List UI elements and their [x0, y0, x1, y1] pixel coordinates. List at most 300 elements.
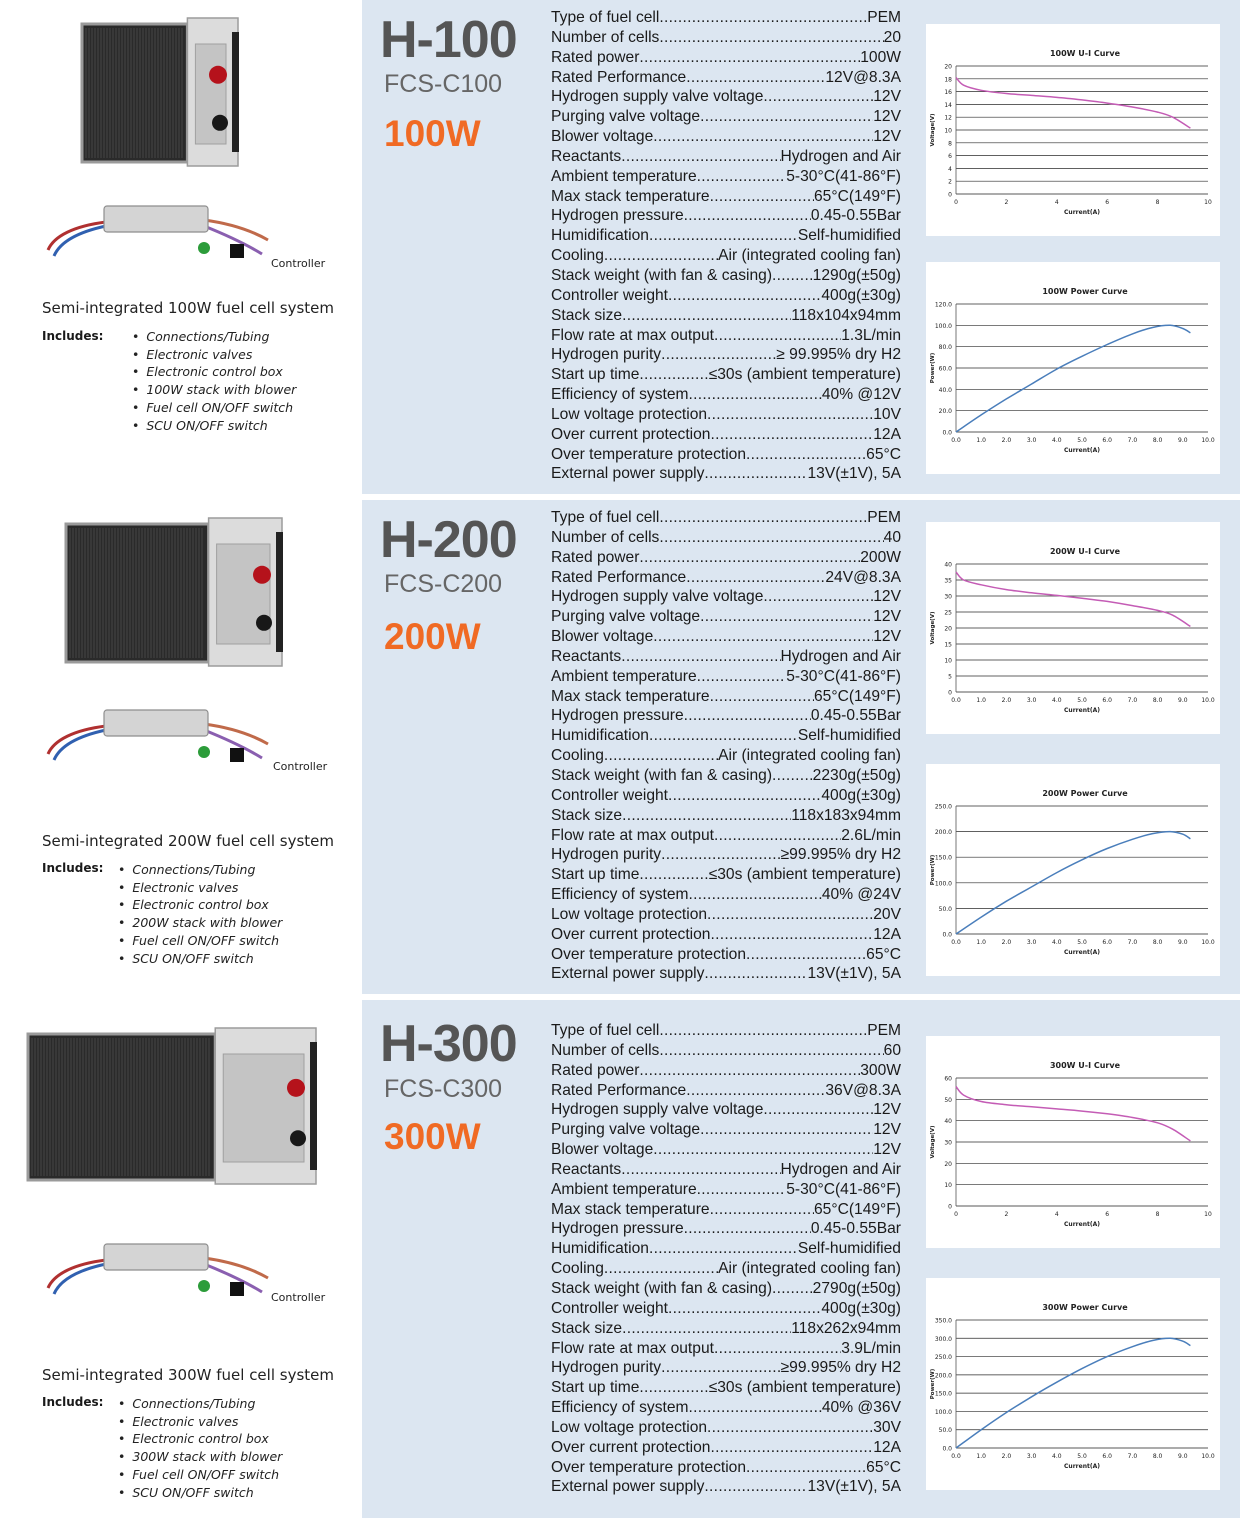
spec-value: 200W	[860, 548, 901, 566]
controller-image	[44, 1234, 270, 1304]
includes-item: • SCU ON/OFF switch	[118, 1484, 282, 1502]
spec-value: 13V(±1V), 5A	[807, 465, 901, 483]
spec-leader-dots	[714, 326, 841, 346]
spec-leader-dots	[621, 647, 780, 667]
negative-terminal-icon	[212, 115, 228, 131]
y-tick-label: 150.0	[934, 854, 952, 862]
controller-switch-icon	[198, 242, 210, 254]
y-tick-label: 30	[944, 1139, 952, 1147]
spec-row	[551, 1279, 901, 1299]
spec-label: Hydrogen purity	[551, 346, 662, 364]
spec-row	[551, 905, 901, 925]
positive-terminal-icon	[253, 566, 271, 584]
rated-watt: 200W	[384, 616, 481, 657]
spec-row	[551, 1358, 901, 1378]
system-title: Semi-integrated 100W fuel cell system	[42, 299, 334, 317]
spec-leader-dots	[622, 306, 791, 326]
spec-value: 65°C(149°F)	[813, 687, 901, 705]
spec-leader-dots	[622, 1319, 791, 1339]
controller-connector-icon	[230, 748, 244, 762]
y-tick-label: 20.0	[938, 408, 952, 416]
spec-label: Number of cells	[551, 1041, 660, 1059]
spec-leader-dots	[714, 1339, 841, 1359]
spec-label: Purging valve voltage	[551, 1121, 701, 1139]
spec-leader-dots	[704, 964, 807, 984]
chart-svg	[926, 1278, 1220, 1490]
spec-leader-dots	[604, 246, 718, 266]
includes-item: • Electronic control box	[118, 896, 282, 914]
spec-row	[551, 1140, 901, 1160]
spec-row	[551, 587, 901, 607]
includes-item: • SCU ON/OFF switch	[118, 950, 282, 968]
y-tick-label: 35	[944, 577, 952, 585]
x-tick-label: 8.0	[1152, 697, 1163, 704]
spec-leader-dots	[659, 28, 883, 48]
y-tick-label: 0	[948, 689, 952, 697]
spec-leader-dots	[653, 1140, 873, 1160]
product-section-h200	[0, 500, 1240, 994]
spec-label: Rated Performance	[551, 1081, 687, 1099]
spec-leader-dots	[684, 1219, 811, 1239]
spec-row	[551, 865, 901, 885]
spec-row	[551, 1180, 901, 1200]
x-tick-label: 6.0	[1102, 437, 1112, 444]
y-tick-label: 100.0	[934, 1408, 952, 1416]
spec-value: 1290g(±50g)	[812, 266, 901, 284]
spec-label: Blower voltage	[551, 628, 654, 646]
spec-value: ≤30s (ambient temperature)	[708, 1379, 901, 1397]
includes-item: • Electronic valves	[132, 346, 296, 364]
chart-svg	[926, 262, 1220, 474]
x-tick-label: 2.0	[1001, 437, 1012, 444]
spec-row	[551, 508, 901, 528]
spec-label: Hydrogen purity	[551, 846, 662, 864]
spec-value: Hydrogen and Air	[780, 147, 901, 165]
spec-value: 13V(±1V), 5A	[807, 1478, 901, 1496]
x-tick-label: 10	[1204, 1211, 1212, 1218]
chart-svg	[926, 764, 1220, 976]
spec-row	[551, 405, 901, 425]
spec-label: Efficiency of system	[551, 386, 689, 404]
y-tick-label: 50	[944, 1096, 952, 1104]
spec-list	[551, 508, 901, 984]
spec-value: PEM	[867, 9, 901, 26]
spec-row	[551, 845, 901, 865]
spec-row	[551, 1398, 901, 1418]
spec-leader-dots	[639, 365, 708, 385]
chart-svg	[926, 522, 1220, 734]
model-code: FCS-C100	[384, 70, 503, 98]
spec-value: 5-30°C(41-86°F)	[786, 167, 901, 185]
spec-label: Max stack temperature	[551, 687, 710, 705]
spec-value: 12V	[873, 108, 901, 126]
x-tick-label: 2	[1004, 199, 1009, 206]
spec-label: Controller weight	[551, 286, 669, 304]
system-title: Semi-integrated 200W fuel cell system	[42, 832, 334, 850]
x-tick-label: 4	[1054, 199, 1059, 206]
spec-label: Hydrogen supply valve voltage	[551, 88, 764, 106]
spec-row	[551, 1339, 901, 1359]
y-tick-label: 350.0	[934, 1317, 952, 1325]
spec-leader-dots	[661, 345, 776, 365]
x-tick-label: 5.0	[1077, 939, 1087, 946]
spec-value: Self-humidified	[797, 227, 901, 245]
spec-row	[551, 548, 901, 568]
spec-leader-dots	[697, 667, 787, 687]
spec-leader-dots	[684, 706, 811, 726]
spec-value: 12V	[873, 588, 901, 606]
spec-value: 65°C(149°F)	[813, 187, 901, 205]
x-axis-label: Current(A)	[1064, 447, 1100, 454]
x-tick-label: 2.0	[1001, 697, 1012, 704]
spec-row	[551, 766, 901, 786]
spec-label: Over current protection	[551, 925, 711, 943]
spec-label: Start up time	[551, 866, 640, 884]
spec-value: 65°C	[866, 445, 901, 463]
spec-row	[551, 1041, 901, 1061]
spec-label: Efficiency of system	[551, 886, 689, 904]
spec-row	[551, 87, 901, 107]
includes-label: Includes:	[42, 861, 104, 875]
spec-leader-dots	[700, 1120, 873, 1140]
fuel-cell-stack-image	[62, 514, 292, 674]
spec-value: Self-humidified	[797, 1240, 901, 1258]
series-line	[956, 78, 1190, 129]
x-tick-label: 0.0	[951, 1453, 961, 1460]
spec-row	[551, 925, 901, 945]
spec-leader-dots	[639, 1061, 860, 1081]
spec-row	[551, 306, 901, 326]
spec-leader-dots	[772, 766, 813, 786]
controller-box	[104, 710, 208, 736]
spec-row	[551, 266, 901, 286]
y-tick-label: 0.0	[942, 429, 952, 437]
spec-row	[551, 945, 901, 965]
spec-leader-dots	[621, 147, 780, 167]
spec-value: 0.45-0.55Bar	[810, 1220, 901, 1238]
spec-value: 65°C(149°F)	[813, 1200, 901, 1218]
spec-leader-dots	[710, 687, 814, 707]
fuel-cell-stack-image	[78, 14, 248, 174]
spec-value: 40% @36V	[821, 1399, 901, 1417]
y-tick-label: 40	[944, 561, 952, 569]
spec-value: 12V	[873, 88, 901, 106]
x-tick-label: 3.0	[1026, 939, 1037, 946]
spec-leader-dots	[710, 1200, 814, 1220]
spec-leader-dots	[746, 945, 866, 965]
x-tick-label: 4.0	[1052, 1453, 1062, 1460]
spec-row	[551, 1418, 901, 1438]
includes-list	[118, 1395, 282, 1501]
x-axis-label: Current(A)	[1064, 1221, 1100, 1228]
x-tick-label: 5.0	[1077, 1453, 1087, 1460]
series-line	[956, 325, 1190, 432]
controller-wire	[54, 226, 106, 256]
spec-row	[551, 607, 901, 627]
spec-leader-dots	[659, 528, 883, 548]
y-tick-label: 20	[944, 625, 952, 633]
x-tick-label: 10.0	[1201, 1453, 1215, 1460]
spec-leader-dots	[700, 607, 873, 627]
power-curve-chart	[926, 1278, 1220, 1490]
y-tick-label: 6	[948, 153, 952, 161]
spec-value: 65°C	[866, 945, 901, 963]
spec-leader-dots	[710, 925, 873, 945]
y-tick-label: 100.0	[934, 322, 952, 330]
spec-row	[551, 826, 901, 846]
model-name: H-100	[380, 11, 517, 69]
x-tick-label: 2	[1004, 1211, 1009, 1218]
ui-curve-chart	[926, 24, 1220, 236]
spec-label: Stack size	[551, 1319, 623, 1337]
y-tick-label: 60	[944, 1075, 952, 1083]
spec-label: Reactants	[551, 647, 622, 665]
x-tick-label: 6	[1105, 1211, 1110, 1218]
y-tick-label: 50.0	[938, 1427, 952, 1435]
spec-label: Hydrogen pressure	[551, 207, 684, 225]
x-tick-label: 3.0	[1026, 437, 1037, 444]
includes-item: • Fuel cell ON/OFF switch	[118, 1466, 282, 1484]
spec-label: Flow rate at max output	[551, 826, 714, 844]
x-tick-label: 2.0	[1001, 1453, 1012, 1460]
includes-item: • Connections/Tubing	[118, 861, 282, 879]
x-tick-label: 9.0	[1178, 939, 1188, 946]
spec-value: 12V@8.3A	[825, 68, 901, 86]
x-axis-label: Current(A)	[1064, 1463, 1100, 1470]
model-name: H-300	[380, 1015, 517, 1073]
x-tick-label: 10.0	[1201, 939, 1215, 946]
spec-leader-dots	[604, 1259, 718, 1279]
spec-row	[551, 667, 901, 687]
spec-leader-dots	[689, 385, 822, 405]
spec-row	[551, 627, 901, 647]
spec-label: Hydrogen supply valve voltage	[551, 588, 764, 606]
spec-leader-dots	[772, 266, 813, 286]
spec-value: 30V	[873, 1418, 901, 1436]
spec-row	[551, 1378, 901, 1398]
spec-label: Rated Performance	[551, 68, 687, 86]
spec-row	[551, 706, 901, 726]
spec-row	[551, 1438, 901, 1458]
model-code: FCS-C300	[384, 1075, 503, 1103]
y-tick-label: 10	[944, 127, 952, 135]
spec-leader-dots	[707, 1418, 873, 1438]
spec-row	[551, 286, 901, 306]
spec-row	[551, 8, 901, 28]
x-axis-label: Current(A)	[1064, 209, 1100, 216]
spec-value: 12V	[873, 128, 901, 146]
y-tick-label: 8	[948, 140, 952, 148]
spec-leader-dots	[668, 1299, 821, 1319]
spec-row	[551, 1239, 901, 1259]
y-axis-label: Voltage(V)	[930, 1125, 936, 1159]
includes-item: • Electronic control box	[118, 1430, 282, 1448]
spec-leader-dots	[689, 1398, 822, 1418]
spec-row	[551, 1219, 901, 1239]
ui-curve-chart	[926, 1036, 1220, 1248]
fuel-cell-stack-image	[24, 1024, 326, 1192]
spec-leader-dots	[684, 206, 811, 226]
spec-value: 2.6L/min	[841, 826, 901, 844]
y-tick-label: 0	[948, 1203, 952, 1211]
y-tick-label: 60.0	[938, 365, 952, 373]
spec-leader-dots	[659, 1041, 883, 1061]
spec-leader-dots	[689, 885, 822, 905]
spec-leader-dots	[704, 464, 807, 484]
includes-list	[118, 861, 282, 967]
spec-label: Over temperature protection	[551, 1458, 747, 1476]
x-tick-label: 8.0	[1152, 437, 1163, 444]
y-tick-label: 15	[944, 641, 952, 649]
includes-item: • Electronic control box	[132, 363, 296, 381]
spec-leader-dots	[763, 1100, 873, 1120]
y-axis-label: Power(W)	[930, 1368, 936, 1400]
fuel-cell-stack-drawing	[78, 14, 248, 174]
x-tick-label: 10.0	[1201, 697, 1215, 704]
spec-label: Cooling	[551, 1260, 604, 1278]
chart-title: 100W U-I Curve	[1049, 49, 1121, 58]
spec-row	[551, 127, 901, 147]
spec-leader-dots	[653, 127, 873, 147]
negative-terminal-icon	[290, 1130, 306, 1146]
spec-label: Stack weight (with fan & casing)	[551, 266, 773, 284]
y-tick-label: 0.0	[942, 931, 952, 939]
spec-value: 12V	[873, 608, 901, 626]
controller-drawing	[44, 196, 270, 266]
spec-label: Flow rate at max output	[551, 326, 714, 344]
spec-row	[551, 1100, 901, 1120]
series-line	[956, 1087, 1190, 1141]
y-tick-label: 12	[944, 114, 952, 122]
controller-connector-icon	[230, 1282, 244, 1296]
spec-value: 1.3L/min	[841, 326, 901, 344]
spec-row	[551, 806, 901, 826]
y-tick-label: 10	[944, 657, 952, 665]
spec-label: Stack weight (with fan & casing)	[551, 1279, 773, 1297]
stack-side-bar	[276, 532, 283, 652]
spec-label: Over temperature protection	[551, 945, 747, 963]
x-tick-label: 9.0	[1178, 437, 1188, 444]
stack-side-bar	[232, 32, 239, 152]
spec-label: Humidification	[551, 727, 649, 745]
spec-value: 13V(±1V), 5A	[807, 965, 901, 983]
spec-row	[551, 107, 901, 127]
controller-box	[104, 1244, 208, 1270]
x-tick-label: 4.0	[1052, 697, 1062, 704]
power-curve-chart	[926, 262, 1220, 474]
x-tick-label: 1.0	[976, 697, 986, 704]
x-tick-label: 4.0	[1052, 437, 1062, 444]
spec-row	[551, 1319, 901, 1339]
spec-leader-dots	[710, 425, 873, 445]
spec-label: Hydrogen purity	[551, 1359, 662, 1377]
x-tick-label: 1.0	[976, 437, 986, 444]
x-tick-label: 3.0	[1026, 697, 1037, 704]
spec-label: Flow rate at max output	[551, 1339, 714, 1357]
spec-label: Low voltage protection	[551, 1418, 708, 1436]
spec-row	[551, 746, 901, 766]
y-tick-label: 40.0	[938, 386, 952, 394]
spec-row	[551, 385, 901, 405]
spec-row	[551, 1299, 901, 1319]
spec-row	[551, 167, 901, 187]
spec-list	[551, 1021, 901, 1497]
y-tick-label: 30	[944, 593, 952, 601]
spec-label: Low voltage protection	[551, 405, 708, 423]
spec-value: 118x183x94mm	[791, 806, 901, 824]
chart-title: 200W U-I Curve	[1049, 547, 1121, 556]
spec-label: Hydrogen pressure	[551, 1220, 684, 1238]
x-tick-label: 6.0	[1102, 697, 1112, 704]
spec-value: 300W	[860, 1061, 901, 1079]
spec-label: Max stack temperature	[551, 187, 710, 205]
y-tick-label: 50.0	[938, 905, 952, 913]
spec-leader-dots	[704, 1477, 807, 1497]
controller-image	[44, 700, 270, 770]
fuel-cell-stack-drawing	[24, 1024, 326, 1192]
y-tick-label: 10	[944, 1182, 952, 1190]
controller-switch-icon	[198, 1280, 210, 1292]
spec-row	[551, 68, 901, 88]
spec-label: Humidification	[551, 1240, 649, 1258]
spec-leader-dots	[668, 286, 821, 306]
includes-item: • Connections/Tubing	[132, 328, 296, 346]
spec-value: 12V	[873, 628, 901, 646]
includes-item: • Electronic valves	[118, 879, 282, 897]
spec-leader-dots	[659, 508, 867, 528]
spec-label: Hydrogen supply valve voltage	[551, 1101, 764, 1119]
spec-leader-dots	[710, 1438, 873, 1458]
x-tick-label: 8	[1155, 199, 1160, 206]
spec-row	[551, 1120, 901, 1140]
spec-label: Controller weight	[551, 1299, 669, 1317]
spec-label: External power supply	[551, 965, 705, 983]
spec-row	[551, 726, 901, 746]
y-tick-label: 150.0	[934, 1390, 952, 1398]
chart-title: 100W Power Curve	[1042, 287, 1128, 296]
y-tick-label: 80.0	[938, 344, 952, 352]
system-title: Semi-integrated 300W fuel cell system	[42, 1366, 334, 1384]
spec-value: ≤30s (ambient temperature)	[708, 866, 901, 884]
y-axis-label: Voltage(V)	[930, 113, 936, 147]
includes-item: • SCU ON/OFF switch	[132, 417, 296, 435]
spec-label: Start up time	[551, 366, 640, 384]
spec-value: 40% @12V	[821, 386, 901, 404]
spec-value: ≤30s (ambient temperature)	[708, 366, 901, 384]
controller-label: Controller	[271, 257, 326, 270]
x-tick-label: 6	[1105, 199, 1110, 206]
spec-leader-dots	[639, 1378, 708, 1398]
includes-item: • Fuel cell ON/OFF switch	[132, 399, 296, 417]
y-tick-label: 5	[948, 673, 952, 681]
x-tick-label: 3.0	[1026, 1453, 1037, 1460]
spec-value: PEM	[867, 509, 901, 526]
negative-terminal-icon	[256, 615, 272, 631]
spec-value: 400g(±30g)	[821, 286, 901, 304]
model-name: H-200	[380, 511, 517, 569]
product-image-panel	[0, 500, 362, 994]
spec-label: External power supply	[551, 1478, 705, 1496]
spec-leader-dots	[707, 405, 873, 425]
x-tick-label: 0.0	[951, 437, 961, 444]
x-tick-label: 9.0	[1178, 1453, 1188, 1460]
spec-leader-dots	[639, 48, 860, 68]
spec-label: Humidification	[551, 227, 649, 245]
spec-value: 118x104x94mm	[791, 306, 901, 324]
x-tick-label: 1.0	[976, 1453, 986, 1460]
spec-value: 12A	[873, 1438, 901, 1456]
spec-label: Ambient temperature	[551, 167, 697, 185]
